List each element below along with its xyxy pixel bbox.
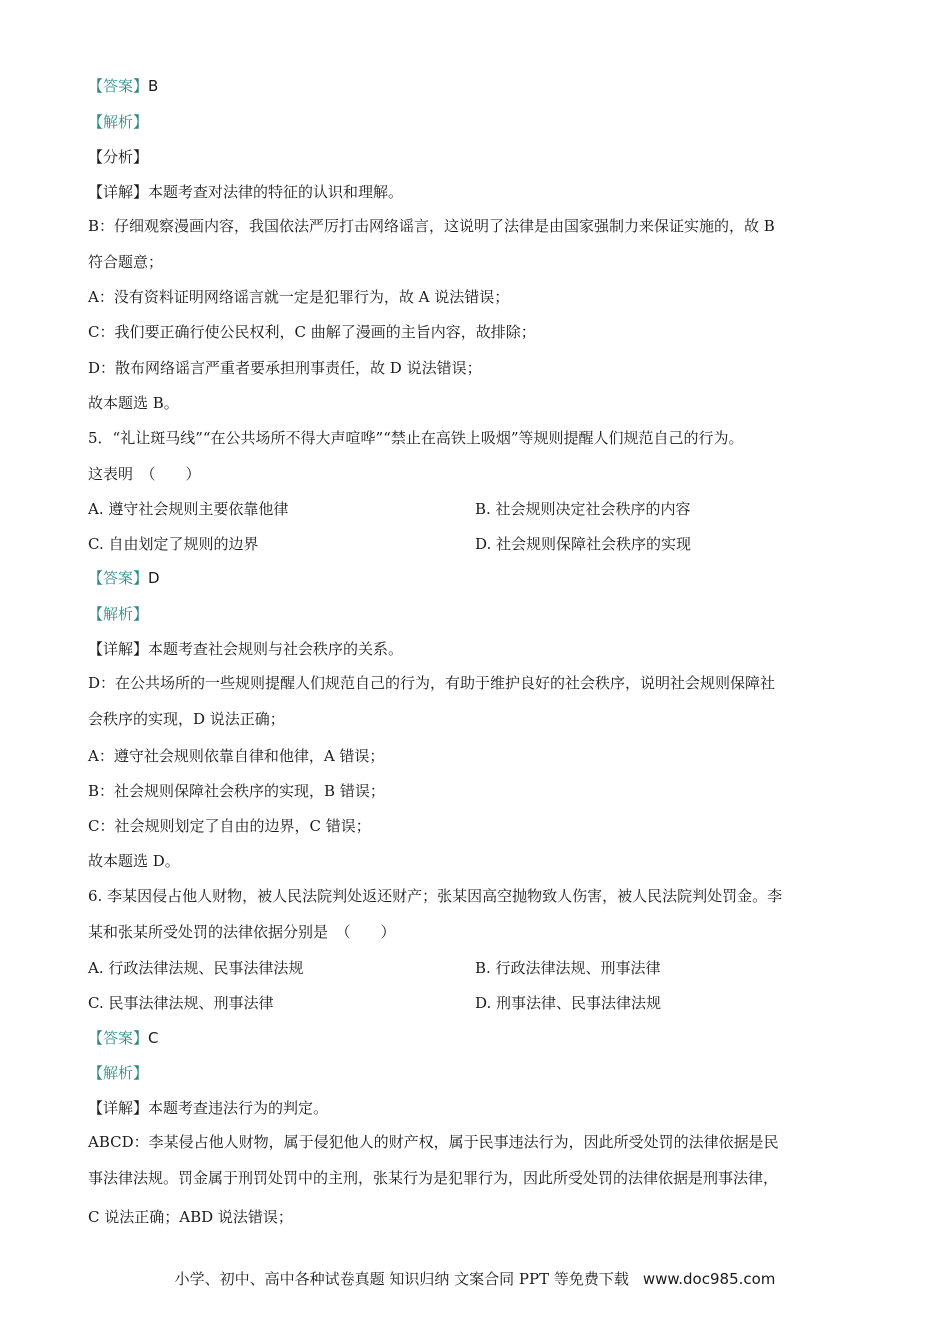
detail-text: 本题考查对法律的特征的认识和理解。 (148, 183, 404, 201)
q5-explanation-d-2: 会秩序的实现，D 说法正确； (88, 710, 285, 728)
answer-value: D (148, 569, 160, 587)
q4-answer-row (88, 75, 868, 97)
q6-answer-row (88, 1027, 868, 1049)
q5-option-c: C. 自由划定了规则的边界 (88, 535, 259, 553)
q5-answer-row (88, 567, 868, 589)
answer-value: B (148, 77, 159, 95)
q6-explanation-2: 事法律法规。罚金属于刑罚处罚中的主刑，张某行为是犯罪行为，因此所受处罚的法律依据是刑事法律， (88, 1169, 779, 1187)
q5-explanation-a: A：遵守社会规则依靠自律和他律，A 错误； (88, 747, 385, 765)
q6-option-a: A. 行政法律法规、民事法律法规 (88, 959, 304, 977)
analysis-label: 【解析】 (88, 113, 149, 131)
q4-conclusion: 故本题选 B。 (88, 394, 179, 412)
q6-stem-1: 6. 李某因侵占他人财物，被人民法院判处返还财产；张某因高空抛物致人伤害，被人民法院判处罚金。李 (88, 887, 783, 905)
answer-value: C (148, 1029, 159, 1047)
q4-explanation-c: C：我们要正确行使公民权利，C 曲解了漫画的主旨内容，故排除； (88, 323, 536, 341)
answer-label: 【答案】 (88, 1029, 149, 1047)
detail-label: 【详解】 (88, 1099, 149, 1117)
q5-explanation-d-1: D：在公共场所的一些规则提醒人们规范自己的行为，有助于维护良好的社会秩序，说明社会规则保障社 (88, 674, 776, 692)
analysis-label: 【解析】 (88, 1064, 149, 1082)
q4-explanation-a: A：没有资料证明网络谣言就一定是犯罪行为，故 A 说法错误； (88, 288, 510, 306)
detail-text: 本题考查社会规则与社会秩序的关系。 (148, 640, 404, 658)
q5-explanation-b: B：社会规则保障社会秩序的实现，B 错误； (88, 782, 385, 800)
q4-explanation-b-1: B：仔细观察漫画内容，我国依法严厉打击网络谣言，这说明了法律是由国家强制力来保证实施的，故 B (88, 217, 775, 235)
q6-option-d: D. 刑事法律、民事法律法规 (475, 994, 662, 1012)
q5-option-a: A. 遵守社会规则主要依靠他律 (88, 500, 289, 518)
q5-option-d: D. 社会规则保障社会秩序的实现 (475, 535, 692, 553)
q6-option-b: B. 行政法律法规、刑事法律 (475, 959, 661, 977)
q6-detail-row (88, 1097, 868, 1119)
detail-label: 【详解】 (88, 640, 149, 658)
footer-text: 小学、初中、高中各种试卷真题 知识归纳 文案合同 PPT 等免费下载 (174, 1270, 629, 1288)
q6-stem-2: 某和张某所受处罚的法律依据分别是 （ ） (88, 923, 396, 941)
q5-option-b: B. 社会规则决定社会秩序的内容 (475, 500, 691, 518)
q6-explanation-3: C 说法正确；ABD 说法错误； (88, 1208, 293, 1226)
q5-stem-1: 5．“礼让斑马线”“在公共场所不得大声喧哗”“禁止在高铁上吸烟”等规则提醒人们规范自己的行为。 (88, 429, 744, 447)
footer-link[interactable]: www.doc985.com (642, 1270, 776, 1288)
answer-label: 【答案】 (88, 569, 149, 587)
answer-label: 【答案】 (88, 77, 149, 95)
page-footer (0, 1268, 950, 1290)
q6-option-c: C. 民事法律法规、刑事法律 (88, 994, 274, 1012)
analysis-label: 【解析】 (88, 605, 149, 623)
q5-stem-2: 这表明 （ ） (88, 465, 201, 483)
detail-text: 本题考查违法行为的判定。 (148, 1099, 329, 1117)
q4-detail-row (88, 181, 868, 203)
q5-detail-row (88, 638, 868, 660)
q4-explanation-b-2: 符合题意； (88, 253, 164, 271)
q4-explanation-d: D：散布网络谣言严重者要承担刑事责任，故 D 说法错误； (88, 359, 482, 377)
fenxi-label: 【分析】 (88, 148, 149, 166)
q6-explanation-1: ABCD：李某侵占他人财物，属于侵犯他人的财产权，属于民事违法行为，因此所受处罚的法律依据是民 (88, 1133, 779, 1151)
detail-label: 【详解】 (88, 183, 149, 201)
q5-conclusion: 故本题选 D。 (88, 852, 180, 870)
q5-explanation-c: C：社会规则划定了自由的边界，C 错误； (88, 817, 371, 835)
